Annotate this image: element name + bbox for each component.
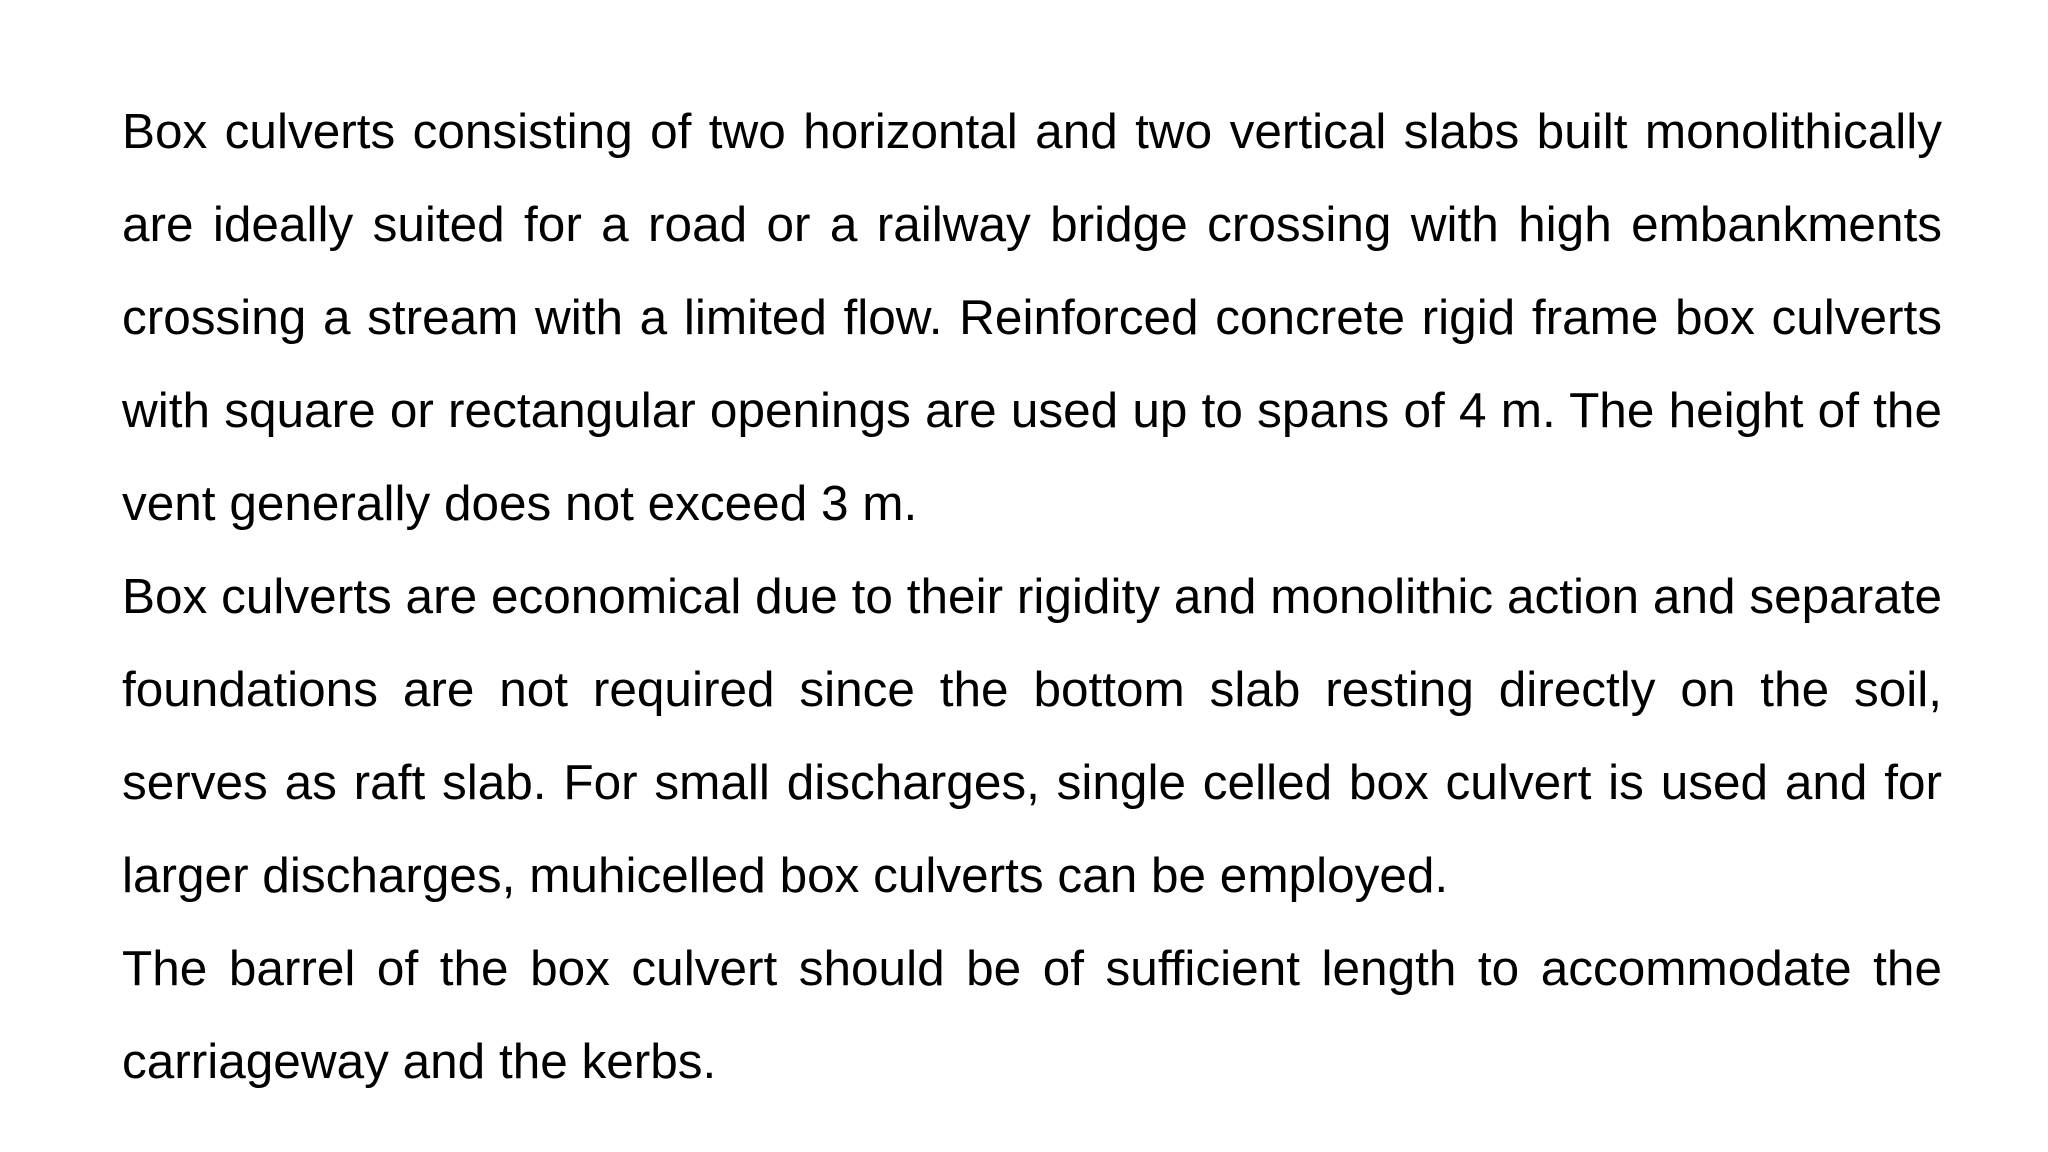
paragraph-box-culvert-economy: Box culverts are economical due to their rigidity and monolithic action and separate foundations are not required since the bottom slab resting directly on the soil, serves as raft slab. For small discharges, single celled box culvert is used and for larger discharges, muhicelled box culverts can be employed.	[122, 569, 1942, 903]
paragraph-box-culvert-definition: Box culverts consisting of two horizontal and two vertical slabs built monolithically are ideally suited for a road or a railway bridge crossing with high embankments crossing a stream with a limited flow. Reinforced concrete rigid frame box culverts with square or rectangular openings are used up to spans of 4 m. The height of the vent generally does not exceed 3 m.	[122, 104, 1942, 531]
paragraph-barrel-length: The barrel of the box culvert should be of sufficient length to accommodate the carriageway and the kerbs.	[122, 941, 1942, 1089]
body-text	[122, 85, 1942, 1108]
